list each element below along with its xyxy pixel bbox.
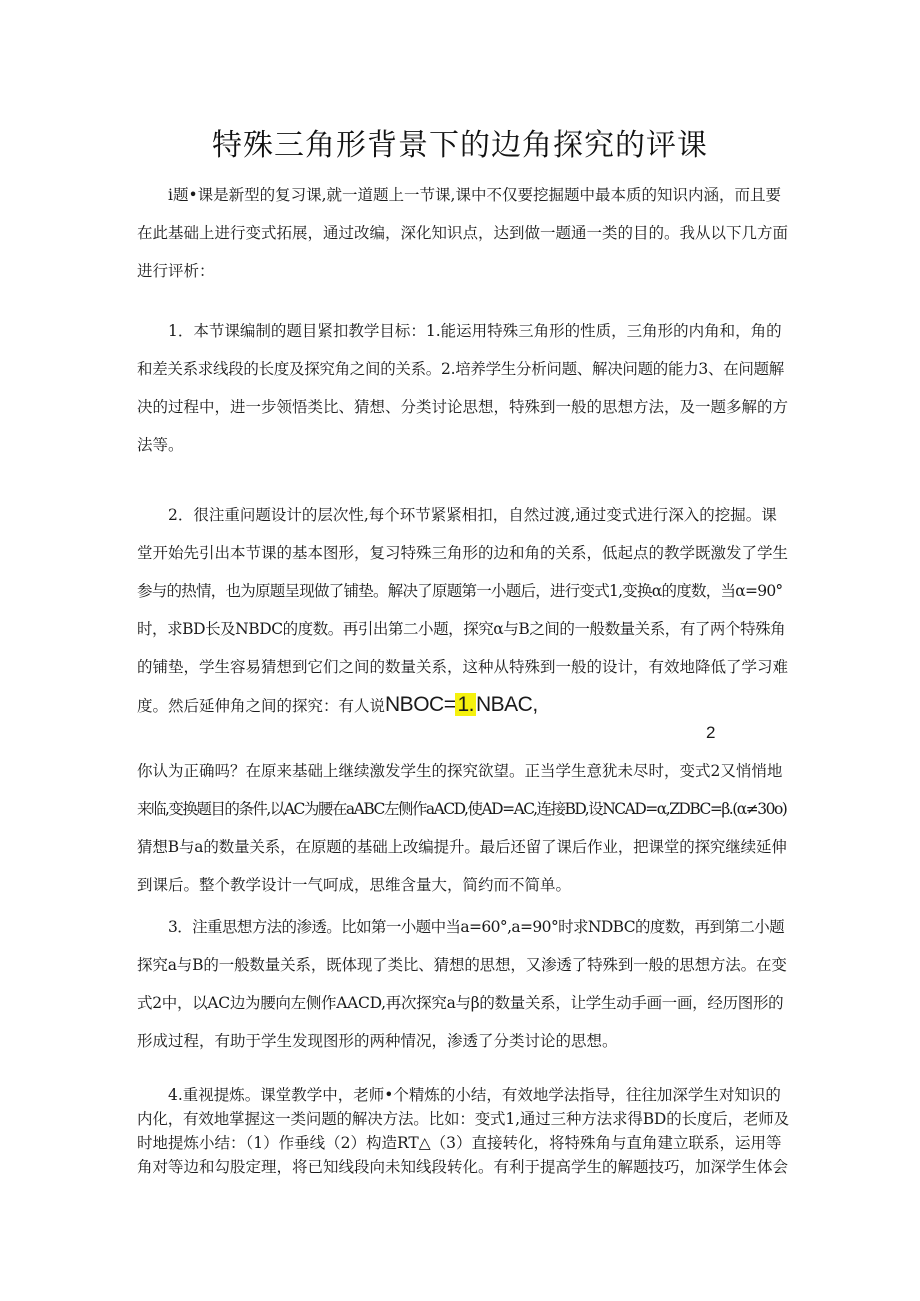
- document-title: 特殊三角形背景下的边角探究的评课: [212, 128, 708, 163]
- text-line: 时地提炼小结：（1）作垂线（2）构造RT△（3）直接转化，将特殊角与直角建立联系，运用等: [137, 1134, 782, 1152]
- text-line: 堂开始先引出本节课的基本图形，复习特殊三角形的边和角的关系，低起点的教学既激发了学生: [137, 544, 789, 562]
- paragraph-2: [137, 496, 787, 725]
- text-line: 到课后。整个教学设计一气呵成，思维含量大，简约而不简单。: [137, 876, 572, 894]
- formula-highlight: 1.: [457, 693, 474, 716]
- text-line: 在此基础上进行变式拓展，通过改编，深化知识点，达到做一题通一类的目的。我从以下几方面: [137, 224, 789, 242]
- text-line: 探究a与B的一般数量关系，既体现了类比、猜想的思想，又渗透了特殊到一般的思想方法。在变: [137, 956, 787, 974]
- text-line: 猜想B与a的数量关系，在原题的基础上改编提升。最后还留了课后作业，把课堂的探究继续延伸: [137, 838, 787, 856]
- intro-paragraph: [137, 176, 787, 290]
- text-line: 式2中，以AC边为腰向左侧作AACD,再次探究a与β的数量关系，让学生动手画一画，经历图形的: [137, 994, 784, 1012]
- text-line: 角对等边和勾股定理，将已知线段向未知线段转化。有利于提高学生的解题技巧，加深学生体会: [137, 1158, 789, 1176]
- text-line: 决的过程中，进一步领悟类比、猜想、分类讨论思想，特殊到一般的思想方法，及一题多解的方: [137, 398, 789, 416]
- text-line: 进行评析：: [137, 262, 215, 280]
- formula-lhs: NBOC=: [385, 693, 456, 716]
- text-line: 参与的热情，也为原题呈现做了铺垫。解决了原题第一小题后，进行变式1,变换α的度数，当α=90°: [137, 582, 783, 600]
- paragraph-4: [137, 1083, 790, 1179]
- formula-prefix: 度。然后延伸角之间的探究：有人说: [137, 697, 386, 715]
- text-line: 来临,变换题目的条件,以AC为腰在aABC左侧作aACD,使AD=AC,连接BD,设NCAD=α,ZDBC=β.(α≠30o): [137, 800, 787, 818]
- text-line: 4.重视提炼。课堂教学中，老师•个精炼的小结，有效地学法指导，往往加深学生对知识的: [168, 1086, 781, 1104]
- text-line: i题•课是新型的复习课,就一道题上一节课,课中不仅要挖掘题中最本质的知识内涵，而且要: [168, 186, 781, 204]
- text-line: 内化，有效地掌握这一类问题的解决方法。比如：变式1,通过三种方法求得BD的长度后，老师及: [137, 1110, 790, 1128]
- text-line: 2．很注重问题设计的层次性,每个环节紧紧相扣，自然过渡,通过变式进行深入的挖掘。课: [168, 506, 777, 524]
- formula-line: [137, 686, 787, 725]
- text-line: 形成过程，有助于学生发现图形的两种情况，渗透了分类讨论的思想。: [137, 1032, 618, 1050]
- formula-denominator: 2: [706, 723, 716, 742]
- paragraph-1: [137, 312, 787, 464]
- text-line: 和差关系求线段的长度及探究角之间的关系。2.培养学生分析问题、解决问题的能力3、在问题解: [137, 360, 784, 378]
- text-line: 时，求BD长及NBDC的度数。再引出第二小题，探究α与B之间的一般数量关系，有了两个特殊角: [137, 620, 786, 638]
- paragraph-2-continued: [137, 752, 787, 904]
- text-line: 法等。: [137, 436, 184, 454]
- text-line: 3．注重思想方法的渗透。比如第一小题中当a=60°,a=90°时求NDBC的度数，再到第二小题: [168, 918, 785, 936]
- text-line: 1．本节课编制的题目紧扣教学目标：1.能运用特殊三角形的性质，三角形的内角和，角的: [168, 322, 782, 340]
- paragraph-3: [137, 908, 787, 1060]
- formula-rhs: NBAC,: [475, 693, 538, 716]
- text-line: 的铺垫，学生容易猜想到它们之间的数量关系，这种从特殊到一般的设计，有效地降低了学习难: [137, 658, 789, 676]
- text-line: 你认为正确吗？在原来基础上继续激发学生的探究欲望。正当学生意犹未尽时，变式2又悄悄地: [137, 762, 783, 780]
